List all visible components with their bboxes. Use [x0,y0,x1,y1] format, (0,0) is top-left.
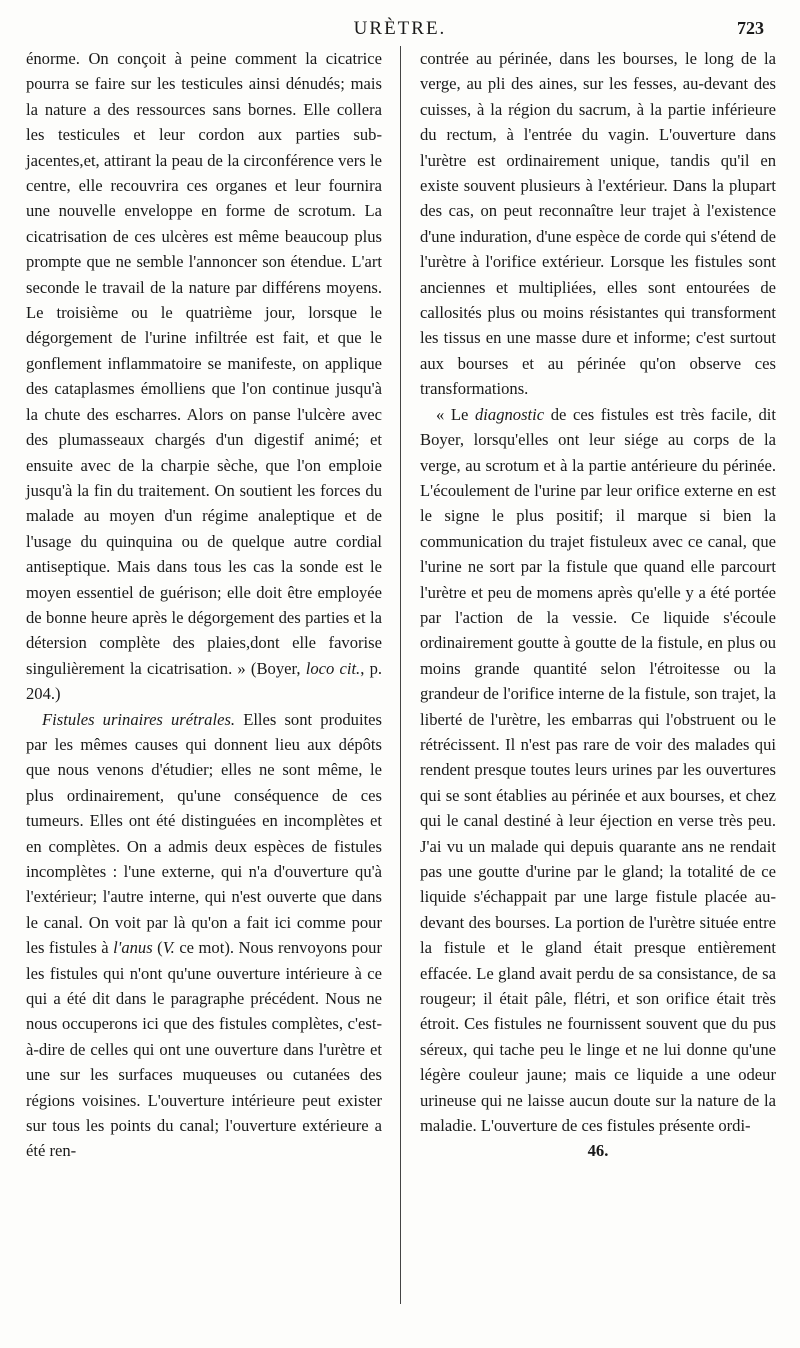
left-column [26,46,382,1164]
text-run: , p. 204.) [26,658,383,704]
paragraph [420,402,776,1139]
right-column [420,46,776,1164]
text-run: « Le [436,404,475,424]
paragraph: contrée au périnée, dans les bourses, le long de la verge, au pli des aines, sur les fesses, au-devant des cuisses, à la région du sacrum, à la partie inférieure du rectum, à l'entrée du vagin. L'ouverture dans l'urètre est ordinairement unique, tandis qu'il en existe souvent plusieurs à l'extérieur. Dans la plupart des cas, on peut reconnaître leur trajet à l'existence d'une induration, d'une espèce de corde qui s'étend de l'urètre à l'orifice extérieur. Lorsque les fistules sont anciennes et multipliées, elles sont entourées de callosités plus ou moins résistantes qui transforment les tissus en une masse dure et informe; c'est surtout aux bourses et au périnée qu'on observe ces transformations. [420,49,776,399]
text-run: ce mot). Nous renvoyons pour les fistules qui n'ont qu'une ouverture intérieure à ce qui a été dit dans le paragraphe précédent. Nous ne nous occuperons ici que des fistules complètes, c'est-à-dire de celles qui ont une ouverture dans l'urètre et une sur les surfaces muqueuses ou cutanées des régions voisines. L'ouverture intérieure peut exister sur tous les points du canal; l'ouverture extérieure a été ren- [26,938,383,1161]
section-title: Fistules urinaires urétrales. [42,709,236,729]
text-run: de ces fistules est très facile, dit Boyer, lorsqu'elles ont leur siége au corps de la verge, au scrotum et à la partie antérieure du périnée. L'écoulement de l'urine par leur orifice externe en est le signe le plus positif; il marque si bien la communication du trajet fistuleux avec ce canal, que l'urine ne sort par la fistule que quand elle parcourt l'urètre et peu de momens après qu'elle y a été portée par l'action de la vessie. Ce liquide s'écoule ordinairement goutte à goutte de la fistule, en plus ou moins grande quantité selon l'étroitesse ou la grandeur de l'orifice interne de la fistule, son trajet, la liberté de l'urètre, les embarras qui l'obstruent ou le rétrécissent. Il n'est pas rare de voir des malades qui rendent presque toutes leurs urines par les ouvertures qui se sont établies au périnée et aux bourses, et chez qui le canal destiné à leur éjection en verse très peu. J'ai vu un malade qui depuis quarante ans ne rendait pas une goutte d'urine par le gland; la totalité de ce liquide s'échappait par une large fistule placée au-devant des bourses. La portion de l'urètre située entre la fistule et le gland était presque entièrement effacée. Le gland avait perdu de sa consistance, de sa rougeur; il était pâle, flétri, et son orifice était très étroit. Ces fistules ne fournissent souvent que du pus séreux, qui tache peu le linge et ne lui donne qu'une légère couleur jaune; mais ce liquide a une odeur urineuse qui ne laisse aucun doute sur la nature de la maladie. L'ouverture de ces fistules présente ordi- [420,404,776,1136]
page-header [0,18,800,44]
column-divider [400,46,401,1304]
text-run: énorme. On conçoit à peine comment la cicatrice pourra se faire sur les testicules ainsi dénudés; mais la nature a des ressources sans bornes. Elle collera les testicules et leur cordon aux parties sub-jacentes,et, attirant la peau de la circonférence vers le centre, elle recouvrira ces organes et leur fournira une nouvelle enveloppe en forme de scrotum. La cicatrisation de ces ulcères est même beaucoup plus prompte que ne semble l'annoncer son étendue. L'art seconde le travail de la nature par différens moyens. Le troisième ou le quatrième jour, lorsque le dégorgement de l'urine infiltrée est fait, et que le gonflement inflammatoire se manifeste, on applique des cataplasmes émolliens que l'on continue jusqu'à la chute des escharres. Alors on panse l'ulcère avec des plumasseaux chargés d'un digestif animé; et ensuite avec de la charpie sèche, que l'on emploie jusqu'à la fin du traitement. On soutient les forces du malade au moyen d'un régime analeptique et de l'usage du quinquina ou de quelque autre cordial antiseptique. Mais dans tous les cas la sonde est le moyen essentiel de guérison; elle doit être employée de bonne heure après le dégorgement des parties et la détersion complète des plaies,dont elle favorise singulièrement la cicatrisation. » (Boyer, [26,49,382,678]
text-run: ( [152,938,163,958]
italic-term: diagnostic [475,404,545,424]
page-number: 723 [737,18,764,38]
running-title: URÈTRE. [353,18,447,39]
italic-ref: V. [162,938,175,958]
italic-ref: l'anus [113,938,153,958]
text-run: Elles sont produites par les mêmes causes qui donnent lieu aux dépôts que nous venons d'étudier; elles ne sont même, le plus ordinairement, qu'une conséquence de ces tumeurs. Elles ont été distinguées en incomplètes et en complètes. On a admis deux espèces de fistules incomplètes : l'une externe, qui n'a d'ouverture qu'à l'extérieur; l'autre interne, qui n'est ouverte que dans le canal. On voit par là qu'on a fait ici comme pour les fistules à [26,709,383,958]
paragraph [26,46,382,707]
signature-mark: 46. [587,1141,609,1161]
italic-ref: loco cit. [305,658,361,678]
paragraph [26,707,382,1164]
